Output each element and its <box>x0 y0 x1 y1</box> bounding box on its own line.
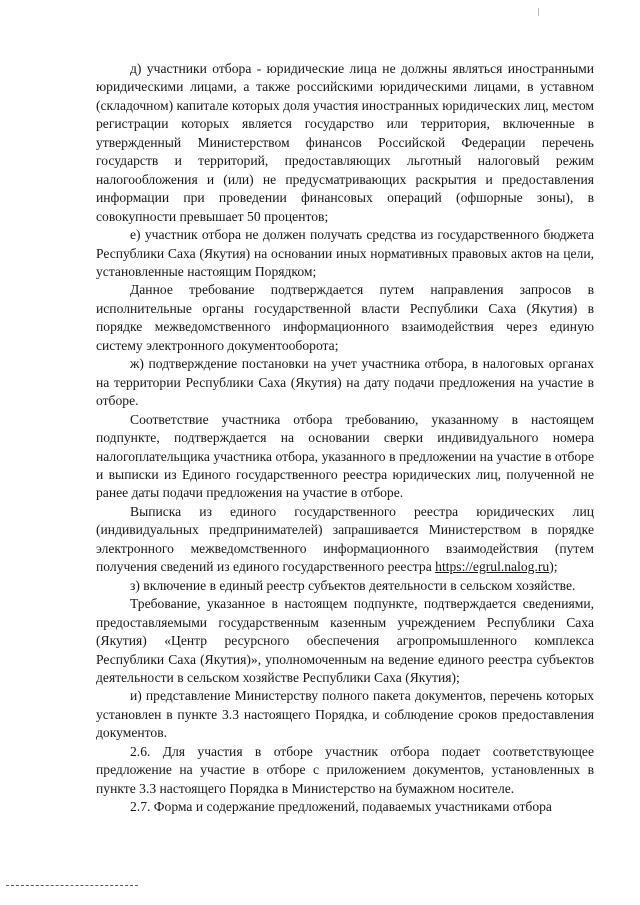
page-mark <box>538 8 539 16</box>
paragraph-egrul-extract <box>96 503 594 577</box>
paragraph-e-confirmation: Данное требование подтверждается путем направления запросов в исполнительные органы государственной власти Республики Саха (Якутия) в порядке межведомственного информационного взаимодействия через единую систему электронного документооборота; <box>96 282 594 353</box>
footer-rule <box>6 885 138 886</box>
egrul-text: Выписка из единого государственного реестра юридических лиц (индивидуальных предпринимателей) запрашивается Министерством в порядке электронного межведомственного информационного взаимодействия (путем получения сведений из единого государственного реестра <box>96 503 594 575</box>
paragraph-zh-confirmation: Соответствие участника отбора требованию, указанному в настоящем подпункте, подтверждается на основании сверки индивидуального номера налогоплательщика участника отбора, указанного в предложении на участие в отборе и выписки из Единого государственного реестра юридических лиц, полученной не ранее даты подачи предложения на участие в отборе. <box>96 411 594 501</box>
egrul-link[interactable]: https://egrul.nalog.ru <box>435 559 550 575</box>
paragraph-2-6: 2.6. Для участия в отборе участник отбора подает соответствующее предложение на участие в отборе с приложением документов, установленных в пункте 3.3 настоящего Порядка в Министерство на бумажном носителе. <box>96 743 594 796</box>
paragraph-z-confirmation: Требование, указанное в настоящем подпункте, подтверждается сведениями, предоставляемыми государственным казенным учреждением Республики Саха (Якутия) «Центр ресурсного обеспечения агропромышленного комплекса Республики Саха (Якутия)», уполномоченным на ведение единого реестра субъектов деятельности в сельском хозяйстве Республики Саха (Якутия); <box>96 596 594 685</box>
paragraph-2-7: 2.7. Форма и содержание предложений, подаваемых участниками отбора <box>130 799 552 815</box>
egrul-tail: ); <box>549 559 558 575</box>
paragraph-i: и) представление Министерству полного пакета документов, перечень которых установлен в пункте 3.3 настоящего Порядка, и соблюдение сроков предоставления документов. <box>96 688 594 741</box>
paragraph-z: з) включение в единый реестр субъектов деятельности в сельском хозяйстве. <box>130 577 576 593</box>
paragraph-e: е) участник отбора не должен получать средства из государственного бюджета Республики Саха (Якутия) на основании иных нормативных правовых актов на цели, установленные настоящим Порядком; <box>96 227 594 279</box>
paragraph-zh: ж) подтверждение постановки на учет участника отбора, в налоговых органах на территории Республики Саха (Якутия) на дату подачи предложения на участие в отборе. <box>96 356 594 409</box>
document-body <box>96 60 594 817</box>
paragraph-d: д) участники отбора - юридические лица не должны являться иностранными юридическими лицами, а также российскими юридическими лицами, в уставном (складочном) капитале которых доля участия иностранных юридических лиц, местом регистрации которых является государство или территория, включенные в утвержденный Министерством финансов Российской Федерации перечень государств и территорий, предоставляющих льготный налоговый режим налогообложения и (или) не предусматривающих раскрытия и предоставления информации при проведении финансовых операций (офшорные зоны), в совокупности превышает 50 процентов; <box>96 61 594 224</box>
